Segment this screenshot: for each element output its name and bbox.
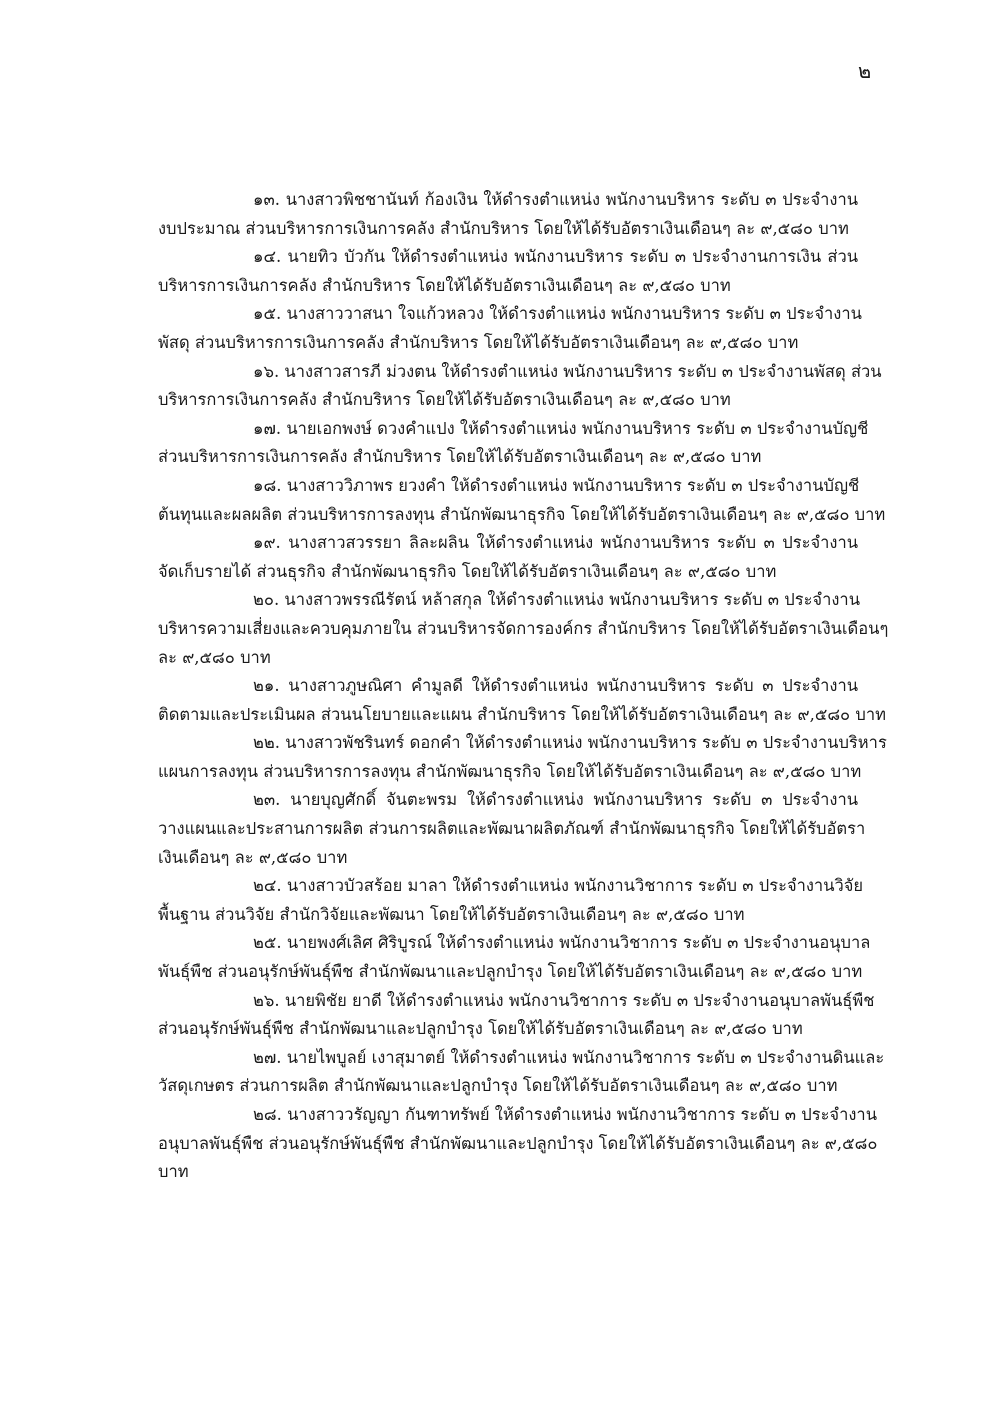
entry-continuation-line: บริหารการเงินการคลัง สำนักบริหาร โดยให้ได้รับอัตราเงินเดือนๆ ละ ๙,๕๘๐ บาท	[158, 275, 731, 295]
entry-first-line: ๒๑. นางสาวภูษณิศา คำมูลดี ให้ดำรงตำแหน่ง พนักงานบริหาร ระดับ ๓ ประจำงาน	[253, 676, 858, 696]
appointment-entry	[158, 300, 862, 357]
entry-continuation-line: วางแผนและประสานการผลิต ส่วนการผลิตและพัฒนาผลิตภัณฑ์ สำนักพัฒนาธุรกิจ โดยให้ได้รับอัตรา	[158, 819, 866, 839]
entry-continuation-line: อนุบาลพันธุ์พืช ส่วนอนุรักษ์พันธุ์พืช สำนักพัฒนาและปลูกบำรุง โดยให้ได้รับอัตราเงินเดือนๆ ละ ๙,๕๘๐	[158, 1133, 878, 1153]
entry-first-line: ๑๕. นางสาววาสนา ใจแก้วหลวง ให้ดำรงตำแหน่ง พนักงานบริหาร ระดับ ๓ ประจำงาน	[253, 304, 862, 324]
entry-continuation-line: บาท	[158, 1162, 189, 1182]
entry-continuation-line: ละ ๙,๕๘๐ บาท	[158, 647, 271, 667]
appointment-entry	[158, 672, 886, 729]
entry-continuation-line: ส่วนบริหารการเงินการคลัง สำนักบริหาร โดยให้ได้รับอัตราเงินเดือนๆ ละ ๙,๕๘๐ บาท	[158, 447, 762, 467]
entry-first-line: ๑๙. นางสาวสวรรยา ลิละผลิน ให้ดำรงตำแหน่ง พนักงานบริหาร ระดับ ๓ ประจำงาน	[253, 533, 858, 553]
appointment-entry	[158, 186, 858, 243]
appointment-entry	[158, 872, 864, 929]
appointment-entry	[158, 529, 858, 586]
entry-continuation-line: แผนการลงทุน ส่วนบริหารการลงทุน สำนักพัฒนาธุรกิจ โดยให้ได้รับอัตราเงินเดือนๆ ละ ๙,๕๘๐ บาท	[158, 761, 862, 781]
appointment-entry	[158, 415, 869, 472]
entry-first-line: ๑๖. นางสาวสารภี ม่วงตน ให้ดำรงตำแหน่ง พนักงานบริหาร ระดับ ๓ ประจำงานพัสดุ ส่วน	[253, 361, 882, 381]
entry-first-line: ๑๗. นายเอกพงษ์ ดวงคำแปง ให้ดำรงตำแหน่ง พนักงานบริหาร ระดับ ๓ ประจำงานบัญชี	[253, 418, 869, 438]
entry-first-line: ๑๘. นางสาววิภาพร ยวงคำ ให้ดำรงตำแหน่ง พนักงานบริหาร ระดับ ๓ ประจำงานบัญชี	[253, 475, 860, 495]
entry-continuation-line: งบประมาณ ส่วนบริหารการเงินการคลัง สำนักบริหาร โดยให้ได้รับอัตราเงินเดือนๆ ละ ๙,๕๘๐ บาท	[158, 218, 849, 238]
appointment-entry	[158, 786, 866, 872]
appointment-entry	[158, 472, 886, 529]
entry-continuation-line: เงินเดือนๆ ละ ๙,๕๘๐ บาท	[158, 847, 348, 867]
entry-first-line: ๒๖. นายพิชัย ยาดี ให้ดำรงตำแหน่ง พนักงานวิชาการ ระดับ ๓ ประจำงานอนุบาลพันธุ์พืช	[253, 990, 875, 1010]
entry-continuation-line: จัดเก็บรายได้ ส่วนธุรกิจ สำนักพัฒนาธุรกิจ โดยให้ได้รับอัตราเงินเดือนๆ ละ ๙,๕๘๐ บาท	[158, 561, 777, 581]
appointment-list	[158, 186, 889, 1187]
entry-continuation-line: พันธุ์พืช ส่วนอนุรักษ์พันธุ์พืช สำนักพัฒนาและปลูกบำรุง โดยให้ได้รับอัตราเงินเดือนๆ ละ ๙,๕๘๐ บาท	[158, 962, 863, 982]
appointment-entry	[158, 243, 858, 300]
entry-first-line: ๒๓. นายบุญศักดิ์ จันตะพรม ให้ดำรงตำแหน่ง พนักงานบริหาร ระดับ ๓ ประจำงาน	[253, 790, 858, 810]
entry-first-line: ๑๓. นางสาวพิชชานันท์ ก้องเงิน ให้ดำรงตำแหน่ง พนักงานบริหาร ระดับ ๓ ประจำงาน	[253, 190, 858, 209]
entry-continuation-line: บริหารการเงินการคลัง สำนักบริหาร โดยให้ได้รับอัตราเงินเดือนๆ ละ ๙,๕๘๐ บาท	[158, 390, 731, 410]
appointment-entry	[158, 358, 882, 415]
appointment-entry	[158, 987, 875, 1044]
entry-continuation-line: พัสดุ ส่วนบริหารการเงินการคลัง สำนักบริหาร โดยให้ได้รับอัตราเงินเดือนๆ ละ ๙,๕๘๐ บาท	[158, 332, 799, 352]
entry-first-line: ๒๔. นางสาวบัวสร้อย มาลา ให้ดำรงตำแหน่ง พนักงานวิชาการ ระดับ ๓ ประจำงานวิจัย	[253, 876, 864, 896]
appointment-entry	[158, 1044, 885, 1101]
appointment-entry	[158, 729, 887, 786]
entry-continuation-line: บริหารความเสี่ยงและควบคุมภายใน ส่วนบริหารจัดการองค์กร สำนักบริหาร โดยให้ได้รับอัตราเงินเดือนๆ	[158, 618, 889, 638]
appointment-entry	[158, 929, 871, 986]
entry-first-line: ๒๘. นางสาววรัญญา กันฑาทรัพย์ ให้ดำรงตำแหน่ง พนักงานวิชาการ ระดับ ๓ ประจำงาน	[253, 1105, 877, 1124]
page-number: ๒	[858, 59, 872, 83]
entry-continuation-line: ส่วนอนุรักษ์พันธุ์พืช สำนักพัฒนาและปลูกบำรุง โดยให้ได้รับอัตราเงินเดือนๆ ละ ๙,๕๘๐ บาท	[158, 1019, 803, 1039]
entry-first-line: ๒๗. นายไพบูลย์ เงาสุมาตย์ ให้ดำรงตำแหน่ง พนักงานวิชาการ ระดับ ๓ ประจำงานดินและ	[253, 1047, 885, 1067]
entry-continuation-line: ต้นทุนและผลผลิต ส่วนบริหารการลงทุน สำนักพัฒนาธุรกิจ โดยให้ได้รับอัตราเงินเดือนๆ ละ ๙,๕๘๐ บาท	[158, 504, 886, 524]
entry-first-line: ๒๒. นางสาวพัชรินทร์ ดอกคำ ให้ดำรงตำแหน่ง พนักงานบริหาร ระดับ ๓ ประจำงานบริหาร	[253, 733, 887, 753]
entry-continuation-line: ติดตามและประเมินผล ส่วนนโยบายและแผน สำนักบริหาร โดยให้ได้รับอัตราเงินเดือนๆ ละ ๙,๕๘๐ บาท	[158, 704, 886, 724]
entry-first-line: ๑๔. นายทิว บัวกัน ให้ดำรงตำแหน่ง พนักงานบริหาร ระดับ ๓ ประจำงานการเงิน ส่วน	[253, 247, 858, 267]
appointment-entry	[158, 1101, 878, 1187]
entry-first-line: ๒๕. นายพงศ์เลิศ ศิริบูรณ์ ให้ดำรงตำแหน่ง พนักงานวิชาการ ระดับ ๓ ประจำงานอนุบาล	[253, 933, 871, 953]
entry-continuation-line: พื้นฐาน ส่วนวิจัย สำนักวิจัยและพัฒนา โดยให้ได้รับอัตราเงินเดือนๆ ละ ๙,๕๘๐ บาท	[158, 904, 745, 924]
appointment-entry	[158, 586, 889, 672]
entry-first-line: ๒๐. นางสาวพรรณีรัตน์ หล้าสกุล ให้ดำรงตำแหน่ง พนักงานบริหาร ระดับ ๓ ประจำงาน	[253, 590, 860, 610]
entry-continuation-line: วัสดุเกษตร ส่วนการผลิต สำนักพัฒนาและปลูกบำรุง โดยให้ได้รับอัตราเงินเดือนๆ ละ ๙,๕๘๐ บาท	[158, 1076, 838, 1096]
